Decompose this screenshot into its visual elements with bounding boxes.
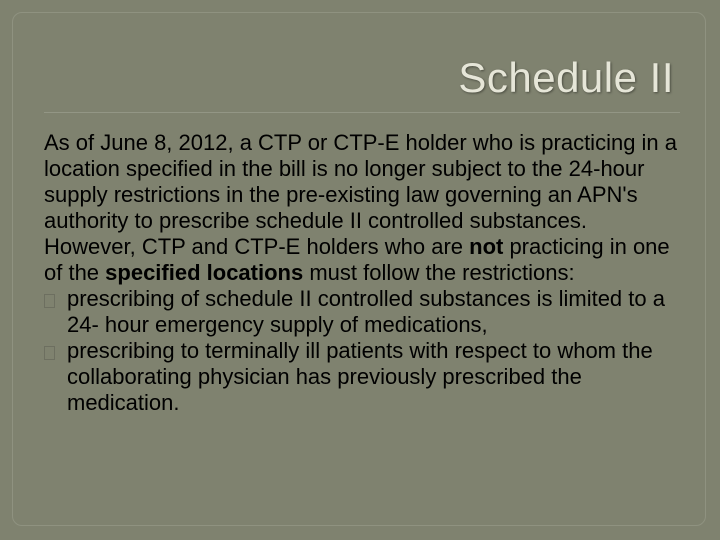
body-text-middle: practicing in one of the — [44, 234, 670, 285]
restrictions-list — [44, 286, 684, 416]
slide-content — [44, 130, 684, 416]
body-text-start: As of June 8, 2012, a CTP or CTP-E holder who is practicing in a location specified in the bill is no longer subject to the 24-hour supply restrictions in the pre-existing law governing an APN's authority to prescribe schedule II controlled substances. However, CTP and CTP-E holders who are — [44, 130, 678, 259]
body-text-end: must follow the restrictions: — [303, 260, 575, 285]
emphasis-specified-locations: specified locations — [105, 260, 304, 285]
list-item-text: prescribing of schedule II controlled substances is limited to a 24- hour emergency supply of medications, — [67, 286, 665, 337]
square-bullet-icon — [44, 346, 55, 360]
slide-title: Schedule II — [458, 54, 674, 101]
list-item-text: prescribing to terminally ill patients with respect to whom the collaborating physician has previously prescribed the medication. — [67, 338, 653, 415]
title-divider — [44, 112, 680, 113]
body-paragraph — [44, 130, 684, 286]
list-item — [44, 286, 684, 338]
list-item — [44, 338, 684, 416]
emphasis-not: not — [469, 234, 504, 259]
square-bullet-icon — [44, 294, 55, 308]
